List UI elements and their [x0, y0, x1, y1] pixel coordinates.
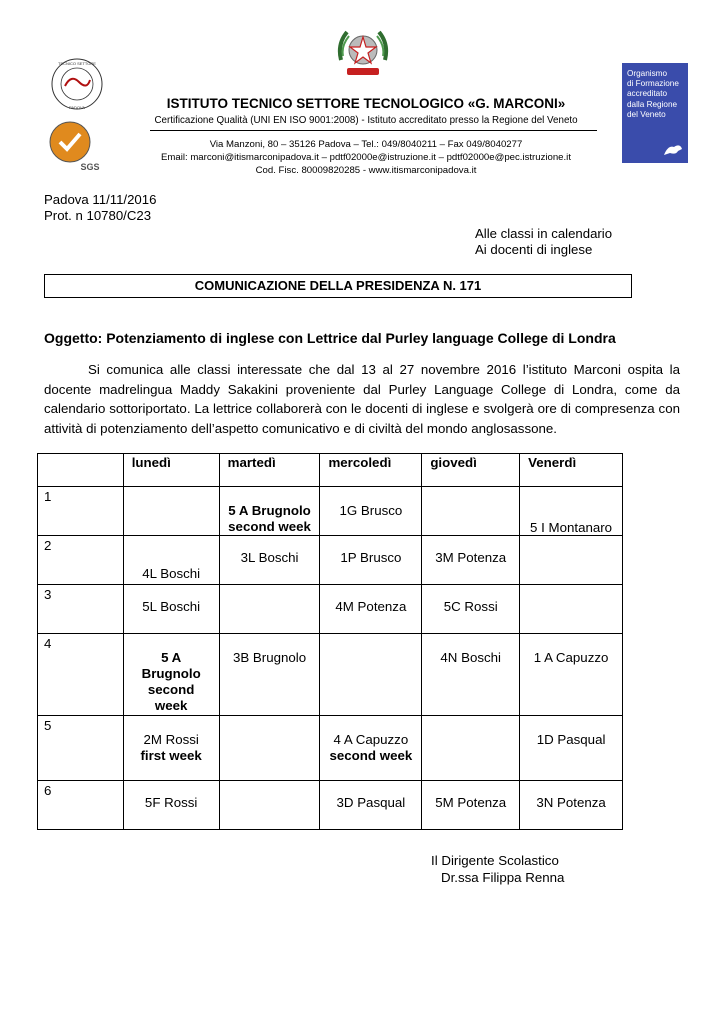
schedule-table: [37, 453, 623, 830]
table-cell: 3L Boschi: [219, 536, 320, 585]
table-cell: [219, 585, 320, 634]
lion-of-saint-mark-icon: [662, 141, 684, 157]
class-label: 2M Rossi: [143, 732, 199, 747]
table-cell: [520, 536, 623, 585]
table-cell: 4L Boschi: [123, 536, 219, 585]
table-row: [38, 536, 623, 585]
recipients-block: [475, 226, 612, 258]
table-cell: 1G Brusco: [320, 487, 422, 536]
email-line: Email: marconi@itismarconipadova.it – pdtf02000e@istruzione.it – pdtf02000e@pec.istruzione.it: [161, 152, 571, 163]
table-cell: 1P Brusco: [320, 536, 422, 585]
body-paragraph: Si comunica alle classi interessate che dal 13 al 27 novembre 2016 l’istituto Marconi ospita la docente madrelingua Maddy Sakakini proveniente dal Purley Language College di Londra, come da calendario sottoriportato. La lettrice collaborerà con le docenti di inglese e svolgerà ore di compresenza con attività di potenziamento dell’aspetto comunicativo e di civiltà del mondo anglosassone.: [44, 362, 680, 436]
date-block: [44, 192, 156, 224]
table-cell: 5L Boschi: [123, 585, 219, 634]
table-cell: 5 A Brugnolo second week: [219, 487, 320, 536]
region-line: del Veneto: [627, 109, 666, 119]
table-cell: [320, 634, 422, 716]
table-cell: [123, 487, 219, 536]
recipient-line: Alle classi in calendario: [475, 226, 613, 241]
sgs-certification-logo-icon: [48, 118, 106, 178]
veneto-region-accreditation-badge: [622, 63, 688, 163]
table-row: [38, 487, 623, 536]
table-row: [38, 634, 623, 716]
svg-text:SGS: SGS: [80, 162, 100, 172]
period-number: 2: [38, 536, 124, 585]
period-number: 5: [38, 716, 124, 781]
week-label: second week: [329, 748, 413, 763]
table-cell: 1 A Capuzzo: [520, 634, 623, 716]
subject-line: Oggetto: Potenziamento di inglese con Lettrice dal Purley language College di Londra: [44, 330, 616, 346]
date-line: Padova 11/11/2016: [44, 192, 157, 207]
table-cell: 5C Rossi: [422, 585, 520, 634]
address-line: Via Manzoni, 80 – 35126 Padova – Tel.: 049/8040211 – Fax 049/8040277: [209, 139, 523, 150]
table-cell: 1D Pasqual: [520, 716, 623, 781]
region-line: Organismo: [627, 69, 668, 78]
table-header-row: [38, 454, 623, 487]
period-number: 1: [38, 487, 124, 536]
table-cell: 4M Potenza: [320, 585, 422, 634]
table-row: [38, 585, 623, 634]
certification-line: Certificazione Qualità (UNI EN ISO 9001:2008) - Istituto accreditato presso la Regione del Veneto: [154, 115, 578, 126]
week-label: first week: [140, 748, 202, 763]
table-cell: 3D Pasqual: [320, 781, 422, 830]
period-number: 6: [38, 781, 124, 830]
table-row: [38, 781, 623, 830]
table-cell: [219, 781, 320, 830]
svg-text:PADOVA: PADOVA: [68, 105, 86, 110]
header-cell: mercoledì: [320, 454, 422, 487]
table-cell: 5 A Brugnolo second week: [123, 634, 219, 716]
period-number: 4: [38, 634, 124, 716]
table-cell: [320, 716, 422, 781]
communication-title: COMUNICAZIONE DELLA PRESIDENZA N. 171: [44, 274, 632, 298]
signature-title: Il Dirigente Scolastico: [431, 853, 559, 868]
class-label: 4 A Capuzzo: [333, 732, 409, 747]
header-cell: Venerdì: [520, 454, 623, 487]
recipient-line: Ai docenti di inglese: [475, 242, 593, 257]
table-cell: 3B Brugnolo: [219, 634, 320, 716]
period-number: 3: [38, 585, 124, 634]
table-cell: [219, 716, 320, 781]
table-cell: 4N Boschi: [422, 634, 520, 716]
table-row: [38, 716, 623, 781]
region-line: accreditato: [627, 89, 668, 99]
school-name: ISTITUTO TECNICO SETTORE TECNOLOGICO «G. MARCONI»: [166, 96, 566, 111]
table-cell: 5M Potenza: [422, 781, 520, 830]
table-cell: 5 I Montanaro: [520, 487, 623, 536]
region-line: di Formazione: [627, 79, 679, 89]
table-cell: [422, 487, 520, 536]
svg-text:TECNICO SETTORE: TECNICO SETTORE: [58, 61, 96, 66]
table-cell: [422, 716, 520, 781]
header-cell: lunedì: [123, 454, 219, 487]
protocol-line: Prot. n 10780/C23: [44, 208, 152, 223]
table-cell: 5F Rossi: [123, 781, 219, 830]
header-cell: [38, 454, 124, 487]
header-divider: [150, 130, 597, 131]
table-cell: 3N Potenza: [520, 781, 623, 830]
italian-republic-emblem-icon: [333, 22, 393, 82]
header-cell: martedì: [219, 454, 320, 487]
region-line: dalla Regione: [627, 99, 678, 109]
school-logo-icon: [46, 56, 108, 112]
signature-name: Dr.ssa Filippa Renna: [441, 869, 565, 885]
header-cell: giovedì: [422, 454, 520, 487]
table-cell: [123, 716, 219, 781]
table-cell: [520, 585, 623, 634]
tax-code-line: Cod. Fisc. 80009820285 - www.itismarconipadova.it: [255, 165, 477, 176]
signature-block: [431, 853, 564, 886]
table-cell: 3M Potenza: [422, 536, 520, 585]
